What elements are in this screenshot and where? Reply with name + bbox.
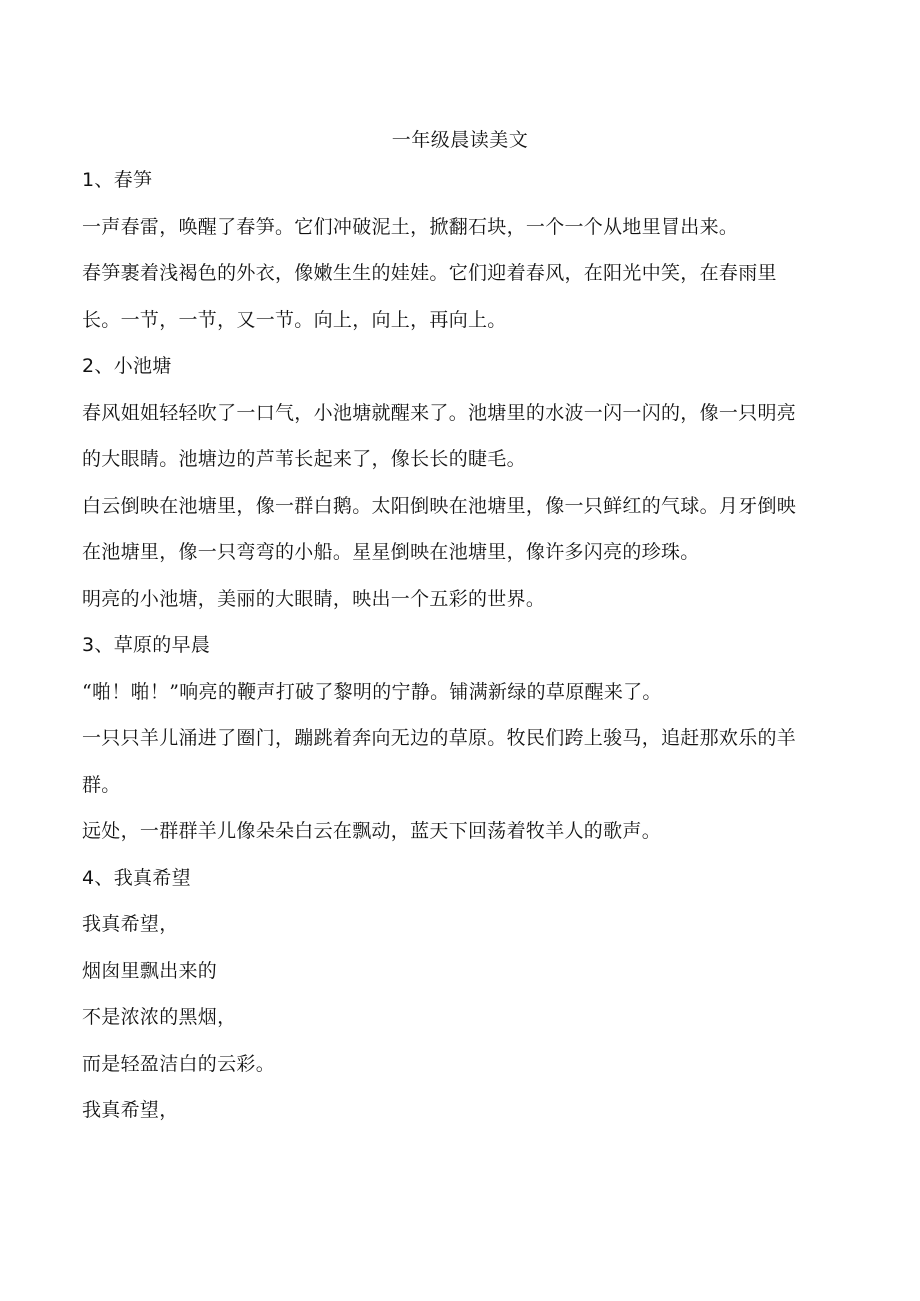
poem-line: 我真希望， xyxy=(82,1099,179,1121)
poem-line: 烟囱里飘出来的 xyxy=(82,959,218,982)
section-heading-caoyuan: 3、草原的早晨 xyxy=(82,634,211,656)
poem-line: 不是浓浓的黑烟， xyxy=(82,1006,237,1028)
paragraph-line: 的大眼睛。池塘边的芦苇长起来了，像长长的睫毛。 xyxy=(82,448,526,470)
document-body xyxy=(82,167,832,1144)
paragraph-line: 远处，一群群羊儿像朵朵白云在飘动，蓝天下回荡着牧羊人的歌声。 xyxy=(82,820,662,842)
paragraph-line: 群。 xyxy=(82,773,121,796)
document-title: 一年级晨读美文 xyxy=(391,129,529,151)
section-heading-xiaochitang: 2、小池塘 xyxy=(82,355,172,377)
paragraph-line: 一只只羊儿涌进了圈门，蹦跳着奔向无边的草原。牧民们跨上骏马，追赶那欢乐的羊 xyxy=(82,727,797,749)
paragraph-line: 白云倒映在池塘里，像一群白鹅。太阳倒映在池塘里，像一只鲜红的气球。月牙倒映 xyxy=(82,494,797,517)
paragraph-line: 长。一节，一节，又一节。向上，向上，再向上。 xyxy=(82,308,507,331)
paragraph-line: 春笋裹着浅褐色的外衣，像嫩生生的娃娃。它们迎着春风，在阳光中笑，在春雨里 xyxy=(82,262,777,284)
section-heading-xiwang: 4、我真希望 xyxy=(82,866,191,889)
poem-line: 而是轻盈洁白的云彩。 xyxy=(82,1052,276,1075)
section-heading-chunsun: 1、春笋 xyxy=(82,169,153,191)
paragraph-line: 春风姐姐轻轻吹了一口气，小池塘就醒来了。池塘里的水波一闪一闪的，像一只明亮 xyxy=(82,401,797,424)
poem-line: 我真希望， xyxy=(82,913,179,935)
paragraph-line: 明亮的小池塘，美丽的大眼睛，映出一个五彩的世界。 xyxy=(82,587,546,610)
paragraph-line: 在池塘里，像一只弯弯的小船。星星倒映在池塘里，像许多闪亮的珍珠。 xyxy=(82,541,700,563)
paragraph-line: 一声春雷，唤醒了春笋。它们冲破泥土，掀翻石块，一个一个从地里冒出来。 xyxy=(82,215,739,238)
paragraph-line: “啪！啪！”响亮的鞭声打破了黎明的宁静。铺满新绿的草原醒来了。 xyxy=(82,680,662,703)
